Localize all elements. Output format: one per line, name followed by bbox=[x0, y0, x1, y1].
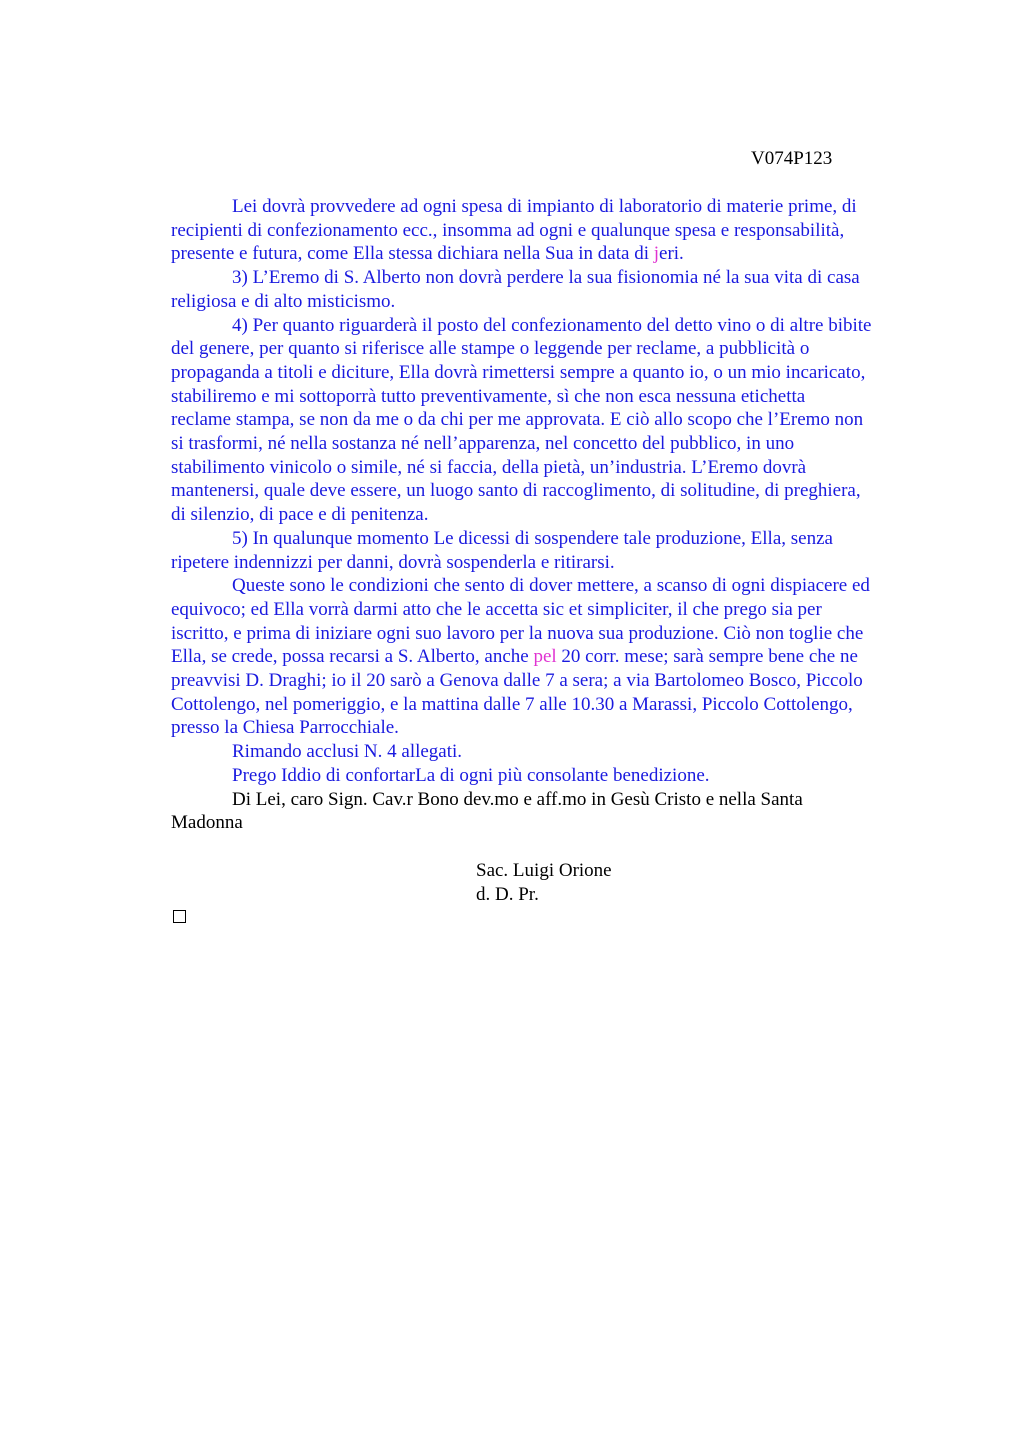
text-line: 3) L’Eremo di S. Alberto non dovrà perdere la sua fisionomia né la sua vita di casa bbox=[232, 267, 860, 289]
text-line: 4) Per quanto riguarderà il posto del confezionamento del detto vino o di altre bibite bbox=[232, 314, 872, 336]
highlighted-correction: j bbox=[653, 243, 660, 265]
text-line: mantenersi, quale deve essere, un luogo santo di raccoglimento, di solitudine, di preghiera, bbox=[171, 480, 861, 502]
signature-block bbox=[476, 859, 612, 906]
text-line: di silenzio, di pace e di penitenza. bbox=[171, 504, 429, 526]
text-line: Rimando acclusi N. 4 allegati. bbox=[232, 741, 463, 763]
paragraph-attachments bbox=[171, 740, 928, 764]
signature-name: Sac. Luigi Orione bbox=[476, 860, 612, 881]
paragraph-conditions-summary bbox=[171, 574, 928, 740]
text-line: Di Lei, caro Sign. Cav.r Bono dev.mo e aff.mo in Gesù Cristo e nella Santa bbox=[232, 788, 803, 810]
text-line: ripetere indennizzi per danni, dovrà sospenderla e ritirarsi. bbox=[171, 551, 615, 573]
text-line: stabiliremo e mi sottoporrà tutto preventivamente, sì che non esca nessuna etichetta bbox=[171, 385, 806, 407]
page-reference: V074P123 bbox=[751, 148, 833, 169]
text-line: reclame stampa, se non da me o da chi per me approvata. E ciò allo scopo che l’Eremo non bbox=[171, 409, 864, 431]
paragraph-blessing bbox=[171, 764, 928, 788]
text-line: Madonna bbox=[171, 812, 243, 834]
text-line: si trasformi, né nella sostanza né nell’apparenza, nel concetto del pubblico, in uno bbox=[171, 433, 795, 455]
text-line: eri. bbox=[659, 243, 684, 265]
paragraph-condition-5 bbox=[171, 527, 928, 574]
text-line: presente e futura, come Ella stessa dichiara nella Sua in data di bbox=[171, 243, 654, 265]
text-line: Queste sono le condizioni che sento di dover mettere, a scanso di ogni dispiacere ed bbox=[232, 575, 870, 597]
text-line: 20 corr. mese; sarà sempre bene che ne bbox=[556, 646, 858, 668]
text-line: Lei dovrà provvedere ad ogni spesa di impianto di laboratorio di materie prime, di bbox=[232, 196, 857, 217]
text-line: del genere, per quanto si riferisce alle stampe o leggende per reclame, a pubblicità o bbox=[171, 338, 810, 360]
text-line: 5) In qualunque momento Le dicessi di sospendere tale produzione, Ella, senza bbox=[232, 527, 833, 549]
paragraph-expenses bbox=[171, 195, 928, 266]
text-line: Ella, se crede, possa recarsi a S. Alberto, anche bbox=[171, 646, 534, 668]
paragraph-closing bbox=[171, 788, 928, 835]
text-line: iscritto, e prima di iniziare ogni suo lavoro per la nuova sua produzione. Ciò non toglie che bbox=[171, 622, 864, 644]
text-line: presso la Chiesa Parrocchiale. bbox=[171, 717, 399, 739]
text-line: preavvisi D. Draghi; io il 20 sarò a Genova dalle 7 a sera; a via Bartolomeo Bosco, Piccolo bbox=[171, 670, 863, 692]
letter-body bbox=[171, 195, 928, 835]
text-line: recipienti di confezionamento ecc., insomma ad ogni e qualunque spesa e responsabilità, bbox=[171, 219, 845, 241]
empty-square-icon bbox=[173, 910, 186, 923]
text-line: equivoco; ed Ella vorrà darmi atto che le accetta sic et simpliciter, il che prego sia per bbox=[171, 598, 822, 620]
paragraph-condition-3 bbox=[171, 266, 928, 313]
signature-title: d. D. Pr. bbox=[476, 883, 539, 905]
highlighted-correction: pel bbox=[533, 646, 557, 668]
text-line: stabilimento vinicolo o simile, né si faccia, della pietà, un’industria. L’Eremo dovrà bbox=[171, 456, 807, 478]
text-line: Cottolengo, nel pomeriggio, e la mattina dalle 7 alle 10.30 a Marassi, Piccolo Cottolengo, bbox=[171, 693, 853, 715]
paragraph-condition-4 bbox=[171, 314, 928, 527]
text-line: Prego Iddio di confortarLa di ogni più consolante benedizione. bbox=[232, 764, 710, 786]
text-line: propaganda a titoli e diciture, Ella dovrà rimettersi sempre a quanto io, o un mio incaricato, bbox=[171, 361, 866, 383]
text-line: religiosa e di alto misticismo. bbox=[171, 290, 396, 312]
